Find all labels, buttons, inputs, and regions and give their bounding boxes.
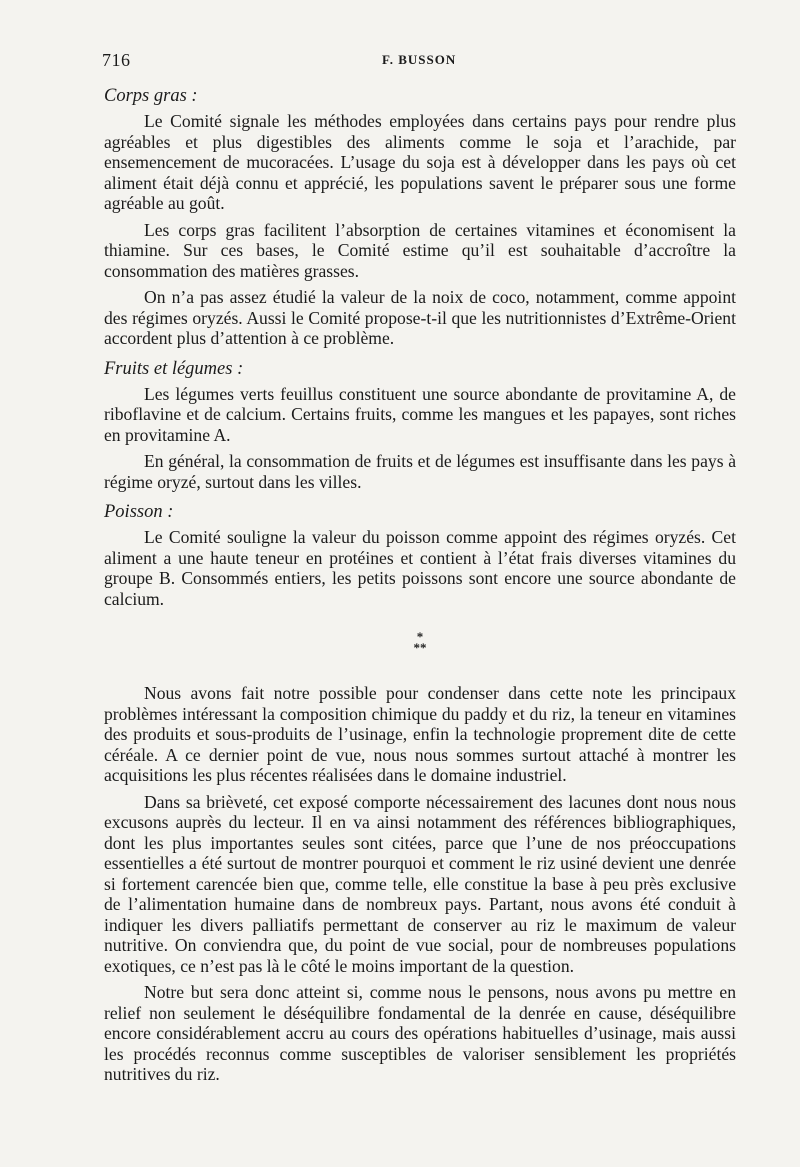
paragraph: Les légumes verts feuillus constituent une source abondante de provitamine A, de riboflavine et de calcium. Certains fruits, comme les mangues et les papayes, sont riches en provitamine A. <box>104 383 736 445</box>
page-header <box>104 50 736 76</box>
running-head: F. BUSSON <box>382 52 457 67</box>
closing-section <box>104 683 736 1085</box>
document-page <box>104 50 736 1085</box>
paragraph: Le Comité souligne la valeur du poisson comme appoint des régimes oryzés. Cet aliment a une haute teneur en protéines et contient à l’état frais diverses vitamines du groupe B. Consommés entiers, les petits poissons sont encore une source abondante de calcium. <box>104 527 736 609</box>
paragraph: On n’a pas assez étudié la valeur de la noix de coco, notamment, comme appoint des régimes oryzés. Aussi le Comité propose-t-il que les nutritionnistes d’Extrême-Orient accordent plus d’attention à ce problème. <box>104 287 736 348</box>
separator-star-bottom: ** <box>413 640 427 655</box>
section-corps-gras <box>104 86 736 349</box>
paragraph: Dans sa brièveté, cet exposé comporte nécessairement des lacunes dont nous nous excusons auprès du lecteur. Il en va ainsi notamment des références bibliographiques, dont les plus importantes seules sont citées, parce que l’une de nos préoccupations essentielles a été surtout de montrer pourquoi et comment le riz usiné devient une denrée si fortement carencée bien que, comme telle, elle constitue la base à peu près exclusive de l’alimentation humaine dans de nombreux pays. Partant, nous avons été conduit à indiquer les divers palliatifs permettant de conserver au riz le maximum de valeur nutritive. On conviendra que, du point de vue social, pour de nombreuses populations exotiques, ce n’est pas là le côté le moins important de la question. <box>104 791 736 976</box>
paragraph: Notre but sera donc atteint si, comme nous le pensons, nous avons pu mettre en relief non seulement le déséquilibre fondamental de la denrée en cause, déséquilibre encore considérablement accru au cours des opérations habituelles d’usinage, mais aussi les procédés reconnus comme susceptibles de valoriser sensiblement les propriétés nutritives du riz. <box>104 982 736 1084</box>
section-title: Corps gras : <box>104 86 198 106</box>
separator-star-top: * <box>416 629 424 644</box>
paragraph: Nous avons fait notre possible pour condenser dans cette note les principaux problèmes intéressant la composition chimique du paddy et du riz, la teneur en vitamines des produits et sous-produits de l’usinage, enfin la technologie proprement dite de cette céréale. A ce dernier point de vue, nous nous sommes surtout attaché à montrer les acquisitions les plus récentes réalisées dans le domaine industriel. <box>104 683 736 785</box>
section-title: Fruits et légumes : <box>104 358 244 379</box>
section-separator <box>104 631 736 653</box>
page-number: 716 <box>102 50 131 70</box>
paragraph: Le Comité signale les méthodes employées dans certains pays pour rendre plus agréables et plus digestibles des aliments comme le soja et l’arachide, par ensemencement de mucoracées. L’usage du soja est à développer dans les pays où cet aliment était déjà connu et apprécié, les populations savent le préparer sous une forme agréable au goût. <box>104 111 736 213</box>
paragraph: Les corps gras facilitent l’absorption de certaines vitamines et économisent la thiamine. Sur ces bases, le Comité estime qu’il est souhaitable d’accroître la consommation des matières grasses. <box>104 219 736 281</box>
paragraph: En général, la consommation de fruits et de légumes est insuffisante dans les pays à régime oryzé, surtout dans les villes. <box>104 451 736 492</box>
section-fruits-legumes <box>104 359 736 493</box>
section-title: Poisson : <box>104 502 174 522</box>
section-poisson <box>104 502 736 609</box>
